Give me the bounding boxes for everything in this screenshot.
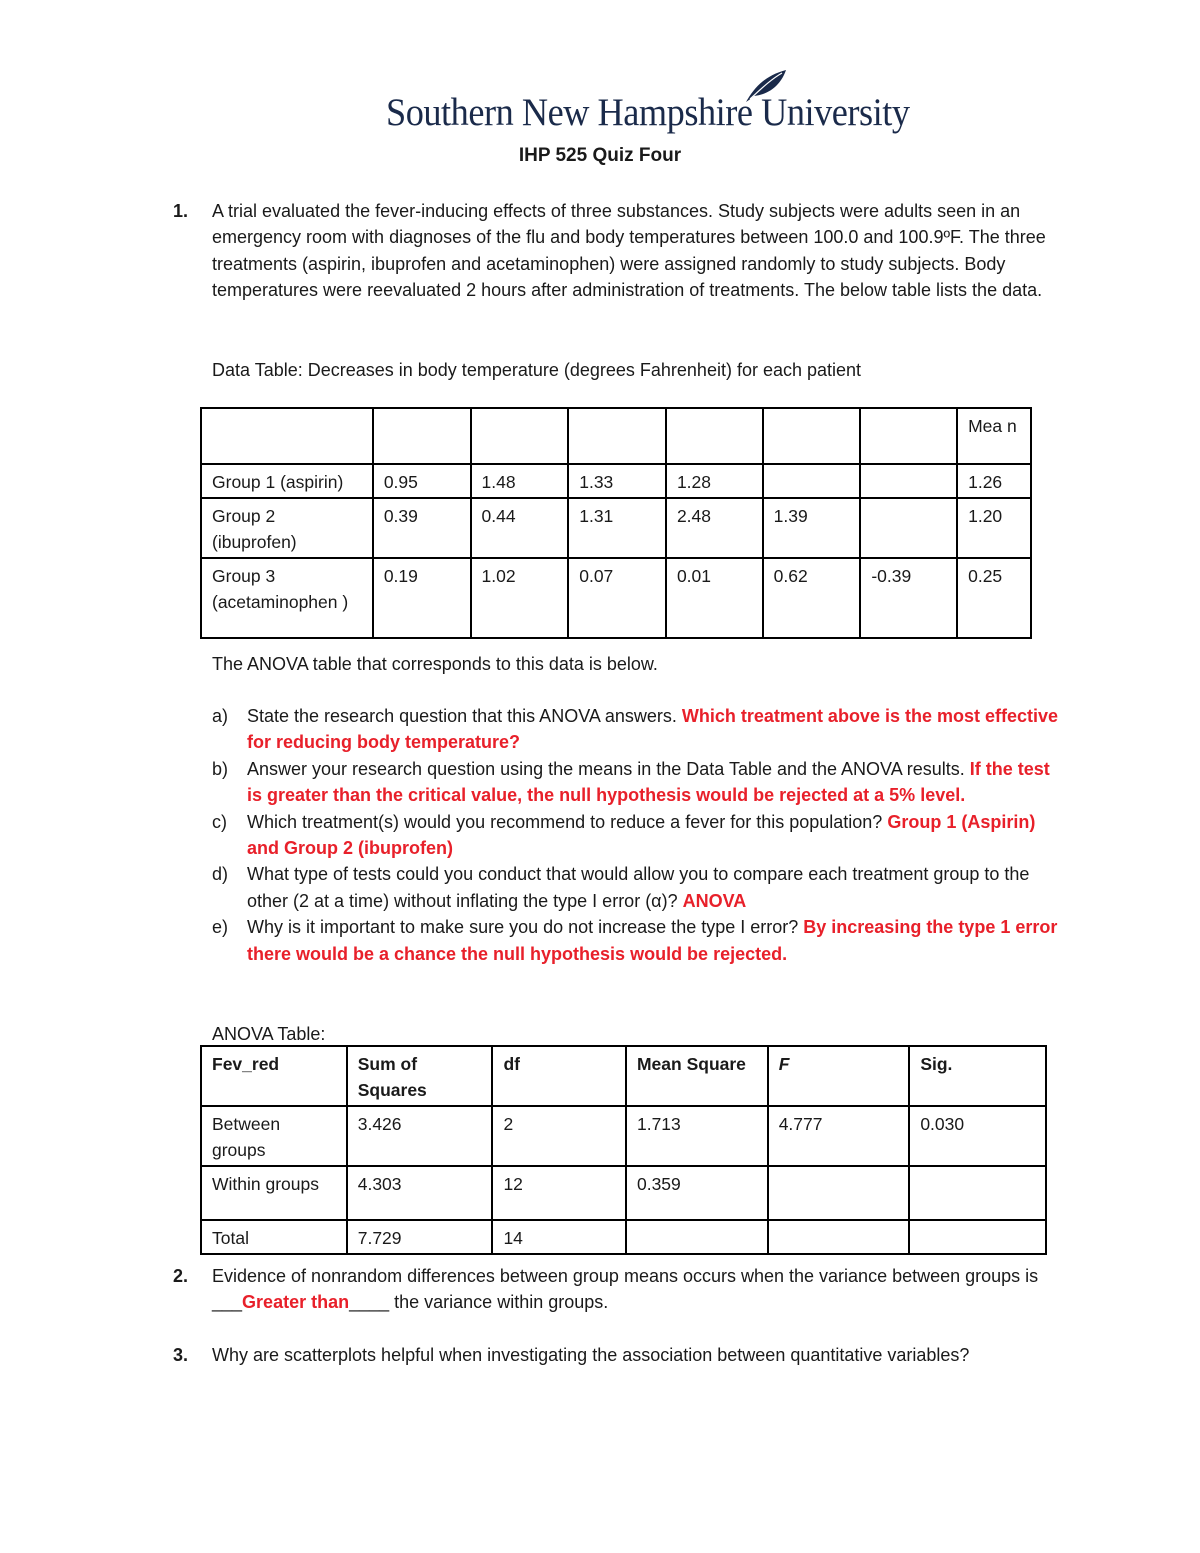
table-cell (763, 464, 861, 498)
table-cell: 3.426 (347, 1106, 493, 1166)
question-2-number: 2. (173, 1266, 189, 1286)
table-cell (860, 498, 957, 558)
subquestion-b (212, 756, 1062, 809)
table-cell (909, 1220, 1046, 1254)
table-cell: 1.713 (626, 1106, 768, 1166)
question-3-text: Why are scatterplots helpful when investigating the association between quantitative variables? (212, 1345, 970, 1365)
column-header: F (768, 1046, 910, 1106)
table-cell: 12 (492, 1166, 626, 1220)
anova-header-row (201, 1046, 1046, 1106)
row-label: Within groups (201, 1166, 347, 1220)
university-logo (386, 68, 910, 138)
table-cell: 1.33 (568, 464, 666, 498)
column-header: Sum of Squares (347, 1046, 493, 1106)
column-header: Fev_red (201, 1046, 347, 1106)
table-row (201, 558, 1031, 638)
table-row (201, 1166, 1046, 1220)
subquestion-letter: e) (212, 917, 229, 938)
table-cell (860, 464, 957, 498)
table-cell: 1.28 (666, 464, 763, 498)
table-cell: 2 (492, 1106, 626, 1166)
question-1-number: 1. (173, 201, 189, 221)
table-row (201, 464, 1031, 498)
anova-caption: ANOVA Table: (212, 1024, 326, 1044)
table-cell: 4.303 (347, 1166, 493, 1220)
table-cell: 0.030 (909, 1106, 1046, 1166)
table-cell: 0.19 (373, 558, 471, 638)
row-label: Total (201, 1220, 347, 1254)
table-cell (768, 1220, 910, 1254)
data-table-caption: Data Table: Decreases in body temperature (degrees Fahrenheit) for each patient (212, 360, 862, 380)
table-row (201, 498, 1031, 558)
subquestion-text: Which treatment(s) would you recommend to reduce a fever for this population? (247, 811, 883, 832)
question-2-text (212, 1263, 1052, 1316)
answer-text: ANOVA (682, 890, 747, 911)
table-cell (626, 1220, 768, 1254)
table-cell: 0.62 (763, 558, 861, 638)
subquestion-d (212, 861, 1062, 914)
subquestion-e (212, 914, 1062, 967)
mean-cell: 1.26 (957, 464, 1031, 498)
university-name: Southern New Hampshire University (386, 91, 910, 134)
leaf-icon (742, 68, 790, 104)
table-cell: 1.48 (471, 464, 569, 498)
column-header: Mean Square (626, 1046, 768, 1106)
table-cell (768, 1166, 910, 1220)
table-cell: 0.39 (373, 498, 471, 558)
table-cell: 0.359 (626, 1166, 768, 1220)
table-cell: 14 (492, 1220, 626, 1254)
column-header: df (492, 1046, 626, 1106)
mean-header: Mea n (957, 408, 1031, 464)
answer-text: Greater than (242, 1292, 350, 1313)
answer-text: If the test is greater than the critical value, the null hypothesis would be rejected at a 5% level. (247, 758, 1050, 806)
subquestion-text: Answer your research question using the means in the Data Table and the ANOVA results. (247, 758, 965, 779)
table-cell: -0.39 (860, 558, 957, 638)
question-1-intro: A trial evaluated the fever-inducing effects of three substances. Study subjects were adults seen in an emergency room with diagnoses of the flu and body temperatures between 100.0 and 100.9ºF. The three treatments (aspirin, ibuprofen and acetaminophen) were assigned randomly to study subjects. Body temperatures were reevaluated 2 hours after administration of treatments. The below table lists the data. (212, 201, 1046, 301)
answer-text: Which treatment above is the most effective for reducing body temperature? (247, 706, 1059, 753)
anova-intro: The ANOVA table that corresponds to this data is below. (212, 654, 658, 674)
subquestion-text: What type of tests could you conduct that would allow you to compare each treatment group to the other (2 at a time) without inflating the type I error (α)? (247, 864, 1030, 911)
group-label: Group 2 (ibuprofen) (201, 498, 373, 558)
subquestion-letter: d) (212, 864, 229, 885)
data-table (200, 407, 1032, 639)
subquestion-list (212, 703, 1062, 967)
table-cell: 0.95 (373, 464, 471, 498)
group-label: Group 1 (aspirin) (201, 464, 373, 498)
table-cell: 7.729 (347, 1220, 493, 1254)
anova-table (200, 1045, 1047, 1255)
mean-cell: 1.20 (957, 498, 1031, 558)
subquestion-text: Why is it important to make sure you do not increase the type I error? (247, 917, 799, 938)
question-2-text-before: Evidence of nonrandom differences between group means occurs when the variance between groups is ___ (212, 1266, 1039, 1313)
data-table-header-row (201, 408, 1031, 464)
question-3-number: 3. (173, 1345, 189, 1365)
subquestion-c (212, 809, 1062, 862)
table-cell: 1.02 (471, 558, 569, 638)
table-cell: 2.48 (666, 498, 763, 558)
subquestion-text: State the research question that this ANOVA answers. (247, 706, 677, 726)
page-title: IHP 525 Quiz Four (518, 145, 682, 166)
table-cell: 0.07 (568, 558, 666, 638)
table-cell (909, 1166, 1046, 1220)
table-row (201, 1220, 1046, 1254)
subquestion-letter: b) (212, 758, 229, 779)
table-cell: 0.44 (471, 498, 569, 558)
column-header: Sig. (909, 1046, 1046, 1106)
table-row (201, 1106, 1046, 1166)
table-cell: 1.39 (763, 498, 861, 558)
question-2-text-after: ____ the variance within groups. (349, 1292, 609, 1313)
subquestion-letter: c) (212, 811, 227, 832)
subquestion-a (212, 703, 1062, 756)
subquestion-letter: a) (212, 706, 229, 726)
table-cell: 0.01 (666, 558, 763, 638)
answer-text: Group 1 (Aspirin) and Group 2 (ibuprofen) (247, 811, 1036, 859)
row-label: Between groups (201, 1106, 347, 1166)
answer-text: By increasing the type 1 error there would be a chance the null hypothesis would be rejected. (247, 917, 1058, 964)
mean-cell: 0.25 (957, 558, 1031, 638)
table-cell: 4.777 (768, 1106, 910, 1166)
group-label: Group 3 (acetaminophen ) (201, 558, 373, 638)
table-cell: 1.31 (568, 498, 666, 558)
